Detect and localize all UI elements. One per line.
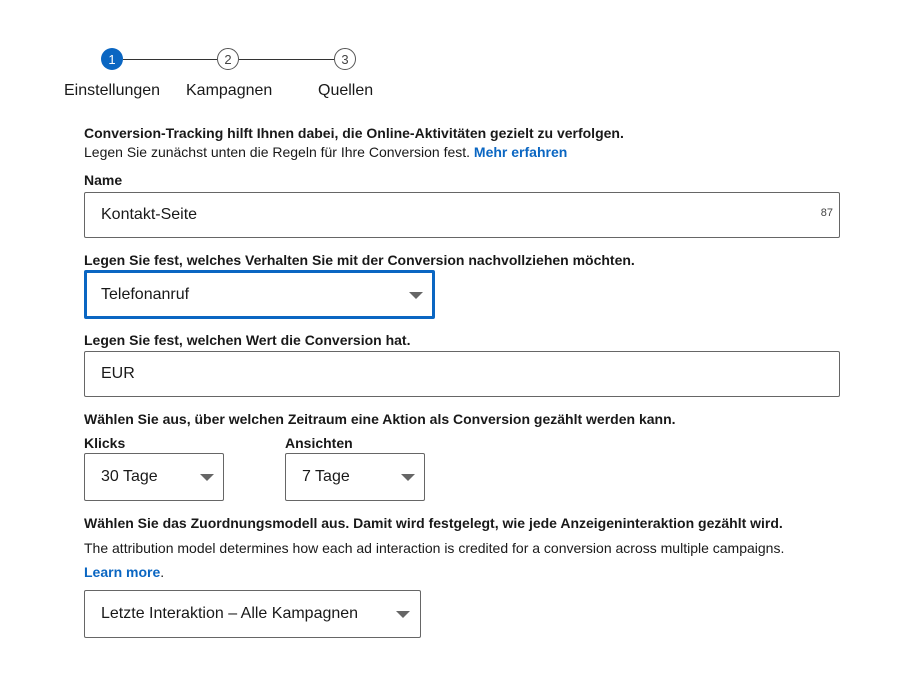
step-1-indicator [101,48,123,70]
step-1-number: 1 [108,51,116,67]
chevron-down-icon [409,292,423,299]
attribution-model-select[interactable] [84,590,421,638]
views-window-select[interactable] [285,453,425,501]
currency-input-value: EUR [101,365,135,382]
behavior-select-value: Telefonanruf [101,285,190,303]
name-input-value: Kontakt-Seite [101,206,198,223]
learn-more-link[interactable]: Mehr erfahren [473,144,568,160]
chevron-down-icon [200,474,214,481]
attribution-learn-more-link[interactable]: Learn more [84,564,161,580]
clicks-window-select[interactable] [84,453,224,501]
clicks-window-value: 30 Tage [101,468,158,485]
behavior-label: Legen Sie fest, welches Verhalten Sie mit der Conversion nachvollziehen möchten. [84,252,635,268]
clicks-label: Klicks [84,435,126,451]
char-counter: 87 [820,207,833,219]
intro-text [84,144,567,160]
attribution-learn-more [84,564,164,580]
chevron-down-icon [401,474,415,481]
name-label: Name [84,172,123,188]
views-label: Ansichten [285,435,353,451]
learn-more-suffix: . [160,564,165,580]
step-1-label: Einstellungen [64,82,161,99]
attribution-description: The attribution model determines how each ad interaction is credited for a conversion across multiple campaigns. [84,540,785,556]
step-2-indicator [217,48,239,70]
step-3-number: 3 [341,51,349,67]
step-3-label: Quellen [318,82,374,99]
chevron-down-icon [396,611,410,618]
views-window-value: 7 Tage [302,468,350,485]
attribution-label: Wählen Sie das Zuordnungsmodell aus. Damit wird festgelegt, wie jede Anzeigeninteraktion gezählt wird. [84,515,783,531]
step-3-indicator [334,48,356,70]
step-connector [123,59,217,60]
window-label: Wählen Sie aus, über welchen Zeitraum eine Aktion als Conversion gezählt werden kann. [84,411,676,427]
value-label: Legen Sie fest, welchen Wert die Conversion hat. [84,332,411,348]
intro-description: Legen Sie zunächst unten die Regeln für Ihre Conversion fest. [84,144,471,160]
behavior-select[interactable] [84,270,435,319]
name-input[interactable] [84,192,840,238]
step-2-number: 2 [224,51,232,67]
attribution-model-value: Letzte Interaktion – Alle Kampagnen [101,605,359,622]
step-connector [239,59,334,60]
intro-heading: Conversion-Tracking hilft Ihnen dabei, die Online-Aktivitäten gezielt zu verfolgen. [84,125,624,141]
step-2-label: Kampagnen [186,82,273,99]
currency-input[interactable] [84,351,840,397]
